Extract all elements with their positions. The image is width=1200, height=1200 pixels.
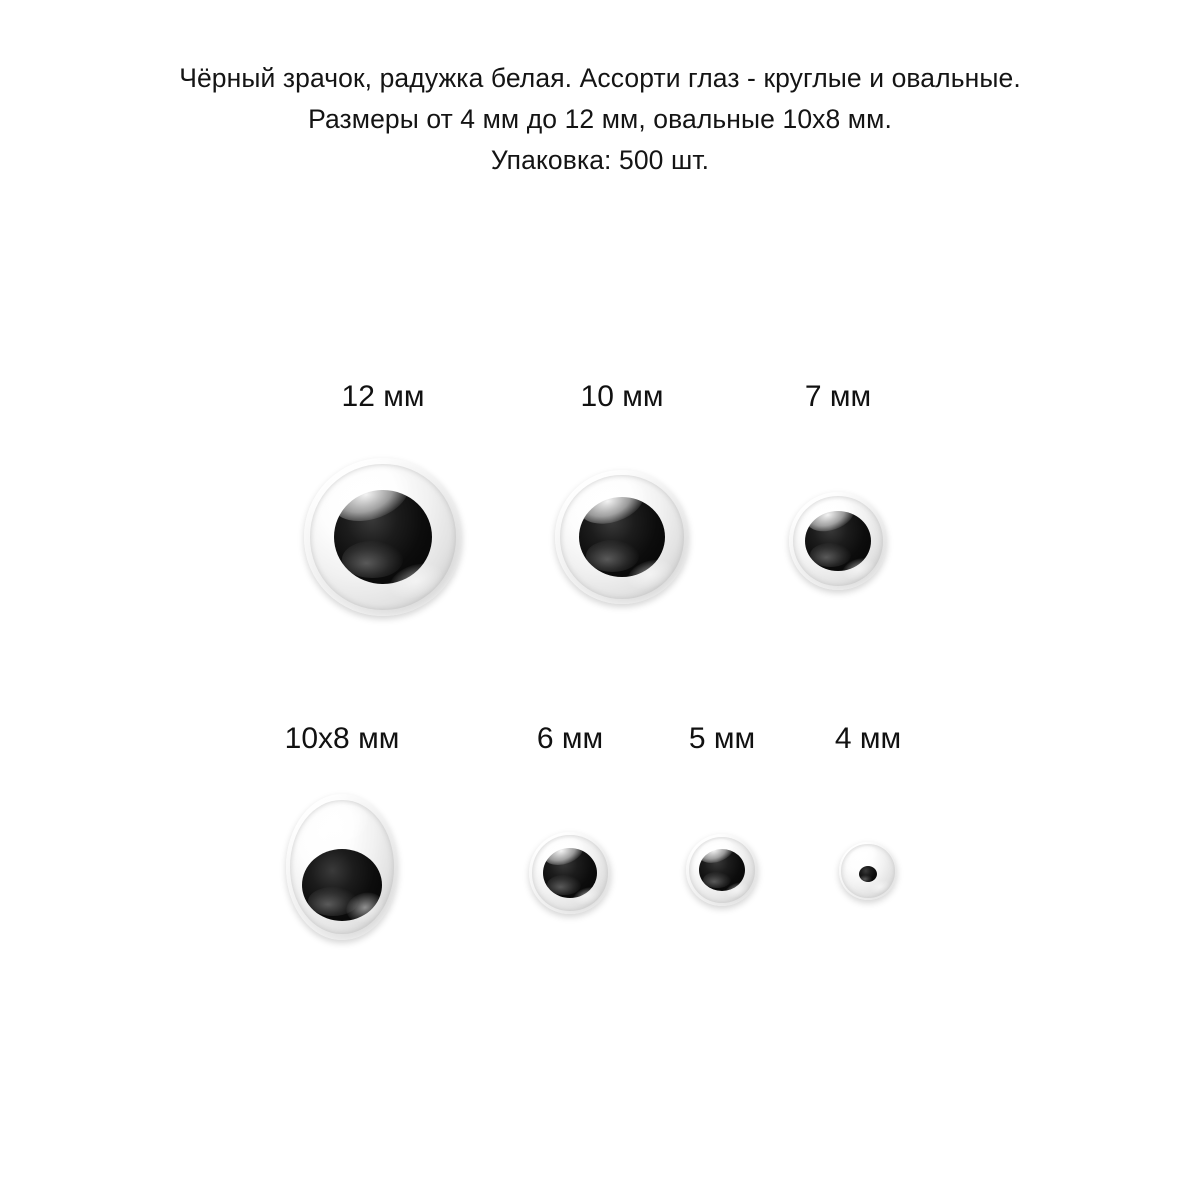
sample-label: 5 мм <box>688 722 756 755</box>
eye-graphic <box>789 492 887 590</box>
sample-label: 10 мм <box>580 380 664 413</box>
eye-graphic <box>686 834 758 906</box>
sample-label: 10x8 мм <box>284 722 400 755</box>
sample-label: 6 мм <box>536 722 604 755</box>
sample-label: 12 мм <box>341 380 425 413</box>
sample-label: 7 мм <box>804 380 872 413</box>
eye-graphic <box>304 458 462 616</box>
eye-graphic <box>839 842 897 900</box>
description-line-2: Размеры от 4 мм до 12 мм, овальные 10x8 мм. <box>308 104 892 134</box>
eye-graphic <box>529 832 611 914</box>
sample-label: 4 мм <box>834 722 902 755</box>
description-line-3: Упаковка: 500 шт. <box>490 145 710 175</box>
eye-graphic <box>555 470 689 604</box>
description-line-1: Чёрный зрачок, радужка белая. Ассорти глаз - круглые и овальные. <box>179 63 1021 93</box>
eye-graphic <box>286 794 398 940</box>
